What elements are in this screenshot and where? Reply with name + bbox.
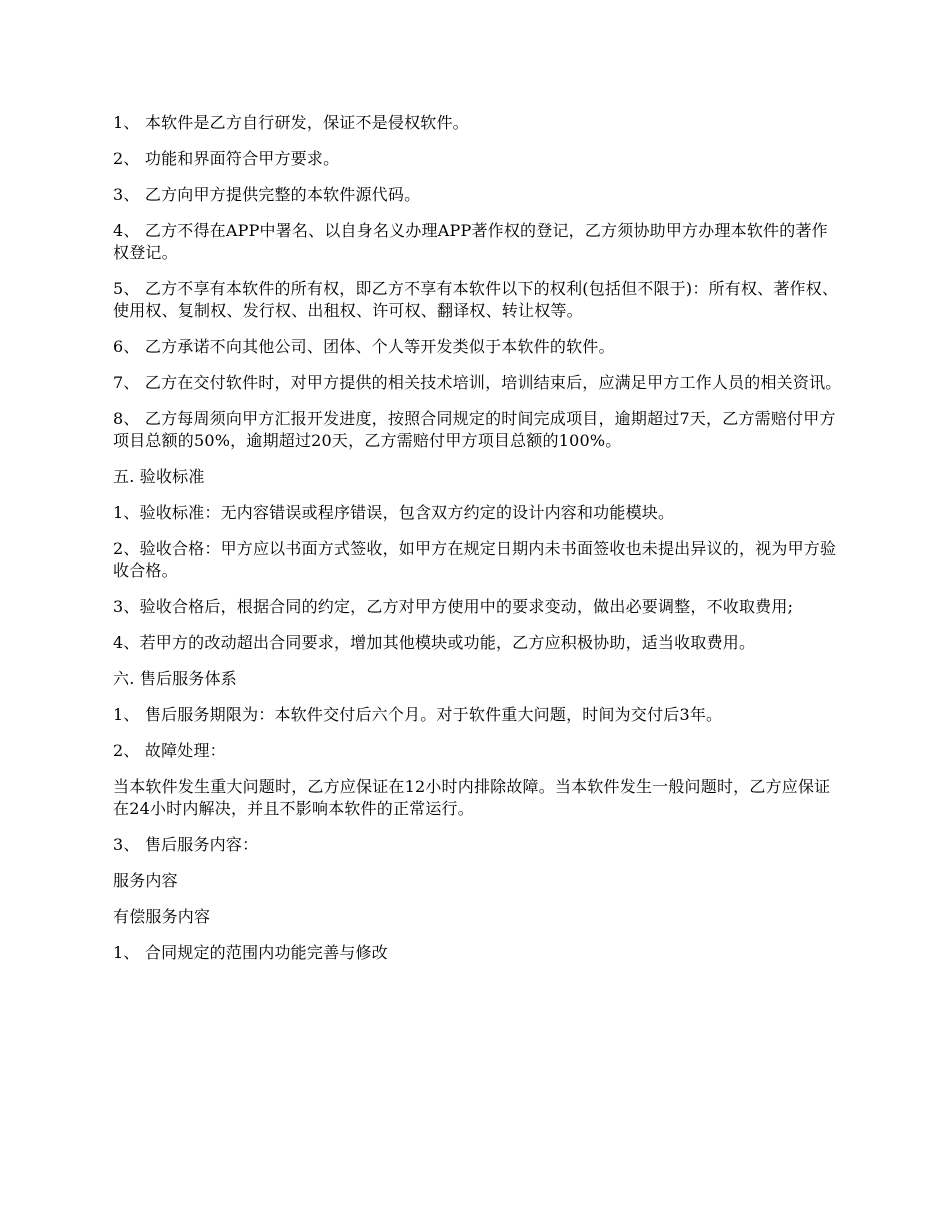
acceptance-item-4: 4、若甲方的改动超出合同要求，增加其他模块或功能，乙方应积极协助，适当收取费用。 [113, 633, 756, 652]
service-content-label: 服务内容 [113, 871, 178, 890]
document-page [113, 112, 843, 978]
acceptance-item-2: 2、验收合格：甲方应以书面方式签收，如甲方在规定日期内未书面签收也未提出异议的，视为甲方验收合格。 [113, 539, 837, 580]
fault-handling-text: 当本软件发生重大问题时，乙方应保证在12小时内排除故障。当本软件发生一般问题时，乙方应保证在24小时内解决，并且不影响本软件的正常运行。 [113, 777, 831, 818]
clause-3: 3、 乙方向甲方提供完整的本软件源代码。 [113, 185, 421, 204]
clause-4: 4、 乙方不得在APP中署名、以自身名义办理APP著作权的登记，乙方须协助甲方办理本软件的著作权登记。 [113, 221, 828, 262]
paid-service-label: 有偿服务内容 [113, 907, 211, 926]
clause-6: 6、 乙方承诺不向其他公司、团体、个人等开发类似于本软件的软件。 [113, 337, 615, 356]
after-sales-item-1: 1、 售后服务期限为：本软件交付后六个月。对于软件重大问题，时间为交付后3年。 [113, 705, 723, 724]
acceptance-item-1: 1、验收标准：无内容错误或程序错误，包含双方约定的设计内容和功能模块。 [113, 503, 675, 522]
section-heading-acceptance: 五. 验收标准 [113, 467, 205, 486]
clause-7: 7、 乙方在交付软件时，对甲方提供的相关技术培训，培训结束后，应满足甲方工作人员的相关资讯。 [113, 373, 842, 392]
clause-1: 1、 本软件是乙方自行研发，保证不是侵权软件。 [113, 113, 469, 132]
after-sales-item-3: 3、 售后服务内容： [113, 835, 259, 854]
clause-8: 8、 乙方每周须向甲方汇报开发进度，按照合同规定的时间完成项目，逾期超过7天，乙方需赔付甲方项目总额的50%，逾期超过20天，乙方需赔付甲方项目总额的100%。 [113, 409, 836, 450]
service-item-1: 1、 合同规定的范围内功能完善与修改 [113, 943, 388, 962]
clause-2: 2、 功能和界面符合甲方要求。 [113, 149, 340, 168]
clause-5: 5、 乙方不享有本软件的所有权，即乙方不享有本软件以下的权利(包括但不限于)：所有权、著作权、使用权、复制权、发行权、出租权、许可权、翻译权、转让权等。 [113, 279, 839, 320]
after-sales-item-2: 2、 故障处理： [113, 741, 226, 760]
acceptance-item-3: 3、验收合格后，根据合同的约定，乙方对甲方使用中的要求变动，做出必要调整，不收取费用; [113, 597, 794, 616]
section-heading-after-sales: 六. 售后服务体系 [113, 669, 237, 688]
